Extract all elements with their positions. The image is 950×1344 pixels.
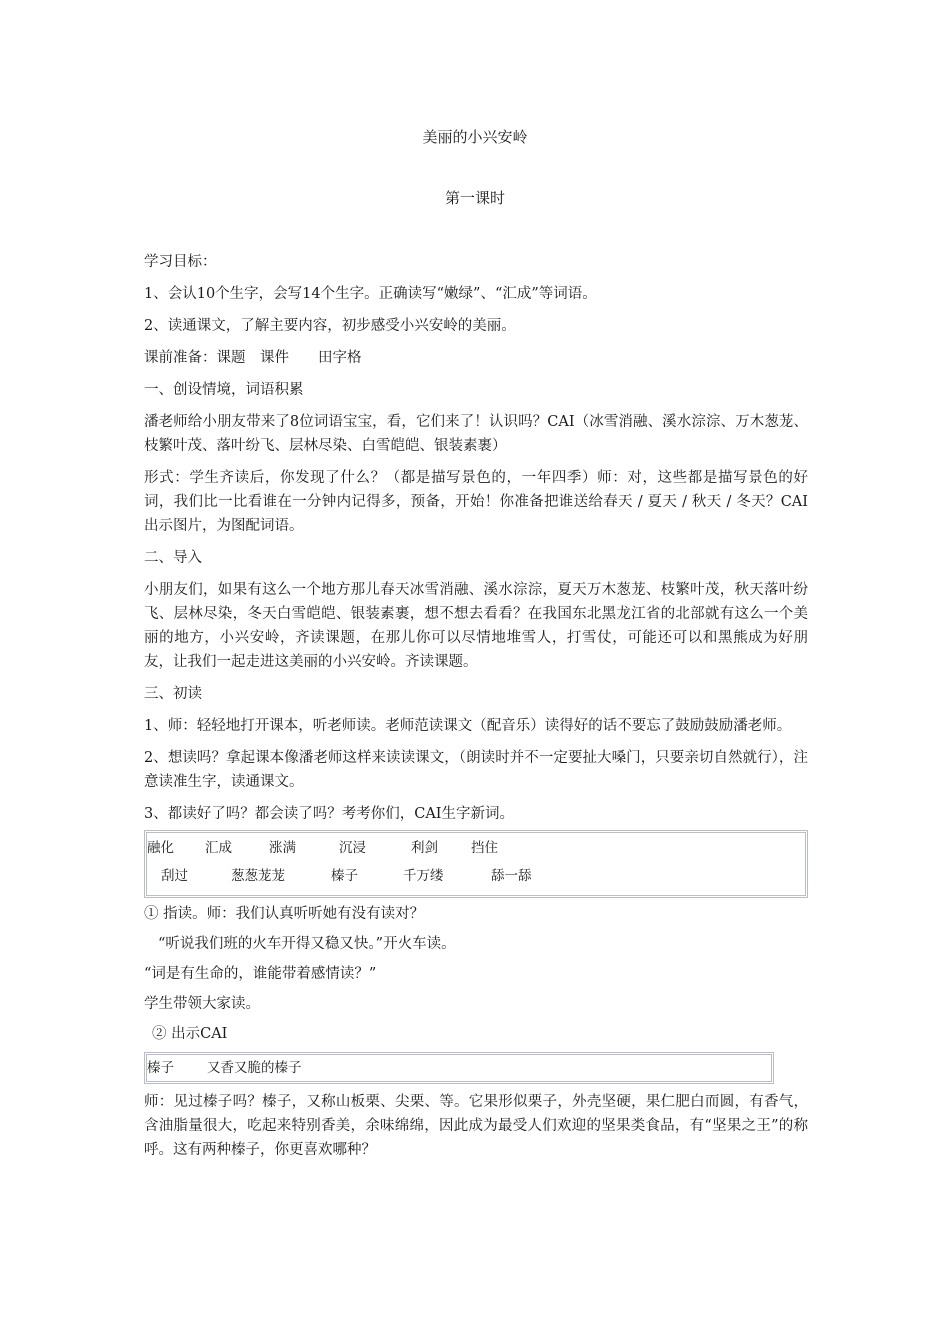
- step-1: 1、师：轻轻地打开课本，听老师读。老师范读课文（配音乐）读得好的话不要忘了鼓励鼓励潘老师。: [144, 718, 792, 734]
- train-reading-quote: “听说我们班的火车开得又稳又快。”开火车读。: [158, 936, 456, 952]
- vocab-box: [144, 830, 808, 898]
- vocab-word: 沉浸: [339, 840, 366, 856]
- vocab-word: 利剑: [411, 840, 438, 856]
- learning-goals-heading: 学习目标：: [144, 254, 217, 270]
- section-2-heading: 二、导入: [144, 550, 202, 566]
- vocab-row-2: [147, 863, 805, 891]
- student-lead-reading: 学生带领大家读。: [144, 996, 260, 1012]
- hazelnut-box: [144, 1052, 774, 1084]
- paragraph-form: 形式：学生齐读后，你发现了什么？（都是描写景色的，一年四季）师：对，这些都是描写景色的好词，我们比一比看谁在一分钟内记得多，预备，开始！你准备把谁送给春天 / 夏天 / 秋天 / 冬天？CAI出示图片，为图配词语。: [144, 470, 808, 534]
- paragraph-introduction: 小朋友们，如果有这么一个地方那儿春天冰雪消融、溪水淙淙，夏天万木葱茏、枝繁叶茂，秋天落叶纷飞、层林尽染，冬天白雪皑皑、银装素裹，想不想去看看？在我国东北黑龙江省的北部就有这么一个美丽的地方，小兴安岭，齐读课题，在那儿你可以尽情地堆雪人，打雪仗，可能还可以和黑熊成为好朋友，让我们一起走进这美丽的小兴安岭。齐读课题。: [144, 582, 808, 670]
- step-3: 3、都读好了吗？都会读了吗？考考你们，CAI生字新词。: [144, 806, 515, 822]
- vocab-word: 刮过: [161, 868, 188, 884]
- vocab-word: 涨满: [269, 840, 296, 856]
- vocab-word: 舔一舔: [491, 868, 532, 884]
- goal-2: 2、读通课文，了解主要内容，初步感受小兴安岭的美丽。: [144, 318, 516, 334]
- hazelnut-phrase: 又香又脆的榛子: [207, 1060, 302, 1076]
- goal-1: 1、会认10个生字，会写14个生字。正确读写“嫩绿”、“汇成”等词语。: [144, 286, 597, 302]
- paragraph-vocab-intro: 潘老师给小朋友带来了8位词语宝宝，看，它们来了！认识吗？CAI（冰雪消融、溪水淙淙、万木葱茏、枝繁叶茂、落叶纷飞、层林尽染、白雪皑皑、银装素裹）: [144, 414, 808, 454]
- preparation: 课前准备：课题 课件 田字格: [144, 350, 362, 366]
- emotion-reading-quote: “词是有生命的，谁能带着感情读？”: [144, 966, 377, 982]
- lesson-subtitle: 第一课时: [444, 189, 505, 207]
- hazelnut-explanation: 师：见过榛子吗？榛子，又称山板栗、尖栗、等。它果形似栗子，外壳坚硬，果仁肥白而圆，有香气，含油脂量很大，吃起来特别香美，余味绵绵，因此成为最受人们欢迎的坚果类食品，有“坚果之王”的称呼。这有两种榛子，你更喜欢哪种？: [144, 1094, 808, 1158]
- hazelnut-word: 榛子: [147, 1060, 174, 1076]
- step-3-1: ① 指读。师：我们认真听听她有没有读对？: [144, 906, 425, 922]
- vocab-word: 榛子: [331, 868, 358, 884]
- section-1-heading: 一、创设情境，词语积累: [144, 382, 304, 398]
- document-title: 美丽的小兴安岭: [422, 128, 528, 146]
- vocab-word: 融化: [147, 840, 174, 856]
- vocab-word: 葱葱茏茏: [231, 868, 285, 884]
- step-3-2: ② 出示CAI: [152, 1026, 228, 1042]
- vocab-word: 挡住: [471, 840, 498, 856]
- document-body: [144, 250, 808, 1170]
- vocab-word: 汇成: [205, 840, 232, 856]
- section-3-heading: 三、初读: [144, 686, 202, 702]
- vocab-word: 千万缕: [403, 868, 444, 884]
- step-2: 2、想读吗？拿起课本像潘老师这样来读读课文，（朗读时并不一定要扯大嗓门，只要亲切自然就行），注意读准生字，读通课文。: [144, 750, 808, 790]
- vocab-row-1: [147, 835, 805, 863]
